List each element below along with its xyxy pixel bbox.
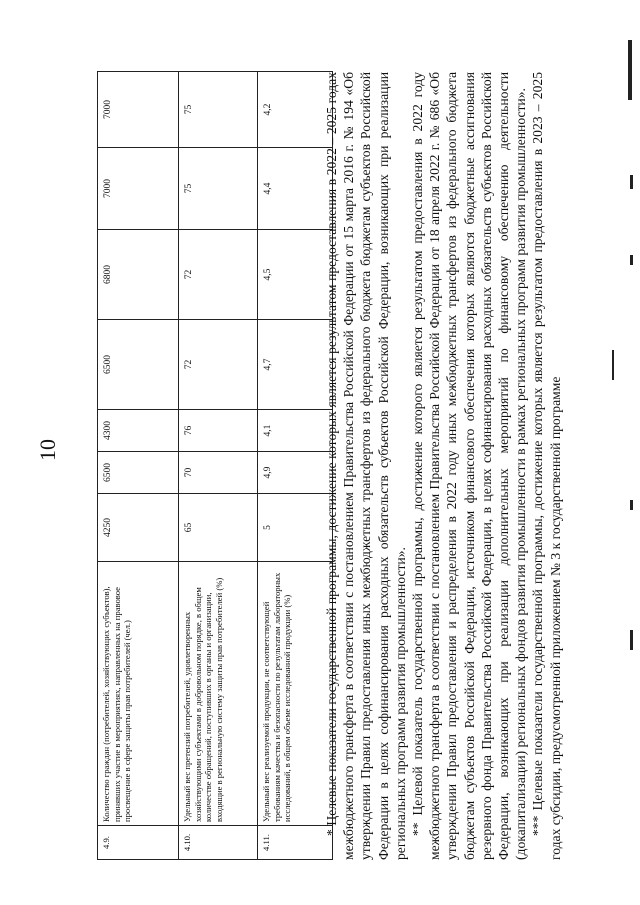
footnote-1: * Целевые показатели государственной программы, достижение которых является результатом предоставления в 2022 – 2025 годах межбюджетного трансферта в соответствии с постановлением Правительства Российской Федерации от 15 марта 2016 г. № 194 «Об утверждении Правил предоставления иных межбюджетных трансфертов из федерального бюджета бюджетам субъектов Российской Федерации в целях софинансирования расходных обязательств субъектов Российской Федерации, возникающих при реализации региональных программ развития промышленности». (324, 72, 408, 860)
row-value: 7000 (98, 148, 179, 230)
row-value: 4,2 (258, 72, 333, 148)
row-description: Количество граждан (потребителей, хозяйствующих субъектов), принявших участие в мероприятиях, направленных на правовое просвещение в сфере защиты прав потребителей (чел.) (98, 562, 179, 826)
row-value: 72 (179, 320, 258, 410)
row-value: 72 (179, 230, 258, 320)
row-description: Удельный вес реализуемой продукции, не соответствующей требованиям качества и безопасности по результатам лабораторных исследований, в общем объеме исследованной продукции (%) (258, 562, 333, 826)
row-number: 4.9. (98, 826, 179, 860)
row-value: 4,7 (258, 320, 333, 410)
table-row (258, 72, 333, 860)
row-value: 7000 (98, 72, 179, 148)
scan-edge-mark (612, 350, 614, 380)
table-row (98, 72, 179, 860)
row-value: 6800 (98, 230, 179, 320)
row-value: 70 (179, 452, 258, 494)
footnotes (323, 72, 564, 860)
rotated-content (25, 20, 605, 880)
row-value: 4,4 (258, 148, 333, 230)
footnote-2: ** Целевой показатель государственной программы, достижение которого является результатом предоставления в 2022 году межбюджетного трансферта в соответствии с постановлением Правительства Российской Федерации от 18 апреля 2022 г. № 686 «Об утверждении Правил предоставления и распределения в 2022 году иных межбюджетных трансфертов из федерального бюджета бюджетам субъектов Российской Федерации, источником финансового обеспечения которых являются бюджетные ассигнования резервного фонда Правительства Российской Федерации, в целях софинансирования расходных обязательств субъектов Российской Федерации, возникающих при реализации дополнительных мероприятий по финансовому обеспечению деятельности (докапитализации) региональных фондов развития промышленности в рамках региональных программ развития промышленности». (410, 72, 529, 860)
scan-edge-mark (630, 255, 633, 265)
indicators-table (97, 71, 333, 860)
row-value: 6500 (98, 452, 179, 494)
row-description: Удельный вес претензий потребителей, удовлетворенных хозяйствующими субъектами в добровольном порядке, в общем количестве обращений, поступивших в органы и организации, входящие в региональную систему защиты прав потребителей (%) (179, 562, 258, 826)
row-value: 5 (258, 494, 333, 562)
row-value: 76 (179, 410, 258, 452)
row-value: 4,5 (258, 230, 333, 320)
row-value: 75 (179, 72, 258, 148)
row-number: 4.10. (179, 826, 258, 860)
page-number: 10 (35, 439, 60, 461)
scan-edge-mark (630, 500, 633, 510)
row-value: 6500 (98, 320, 179, 410)
footnote-3: *** Целевые показатели государственной программы, достижение которых является результатом предоставления в 2023 – 2025 годах субсидии, предусмотренной приложением № 3 к государственной программе (530, 72, 563, 860)
row-value: 4,9 (258, 452, 333, 494)
table-row (179, 72, 258, 860)
scan-edge-mark (630, 630, 633, 650)
row-value: 75 (179, 148, 258, 230)
row-value: 65 (179, 494, 258, 562)
row-value: 4250 (98, 494, 179, 562)
scan-edge-mark (630, 175, 633, 189)
scan-edge-mark (628, 40, 632, 100)
row-number: 4.11. (258, 826, 333, 860)
row-value: 4300 (98, 410, 179, 452)
row-value: 4,1 (258, 410, 333, 452)
